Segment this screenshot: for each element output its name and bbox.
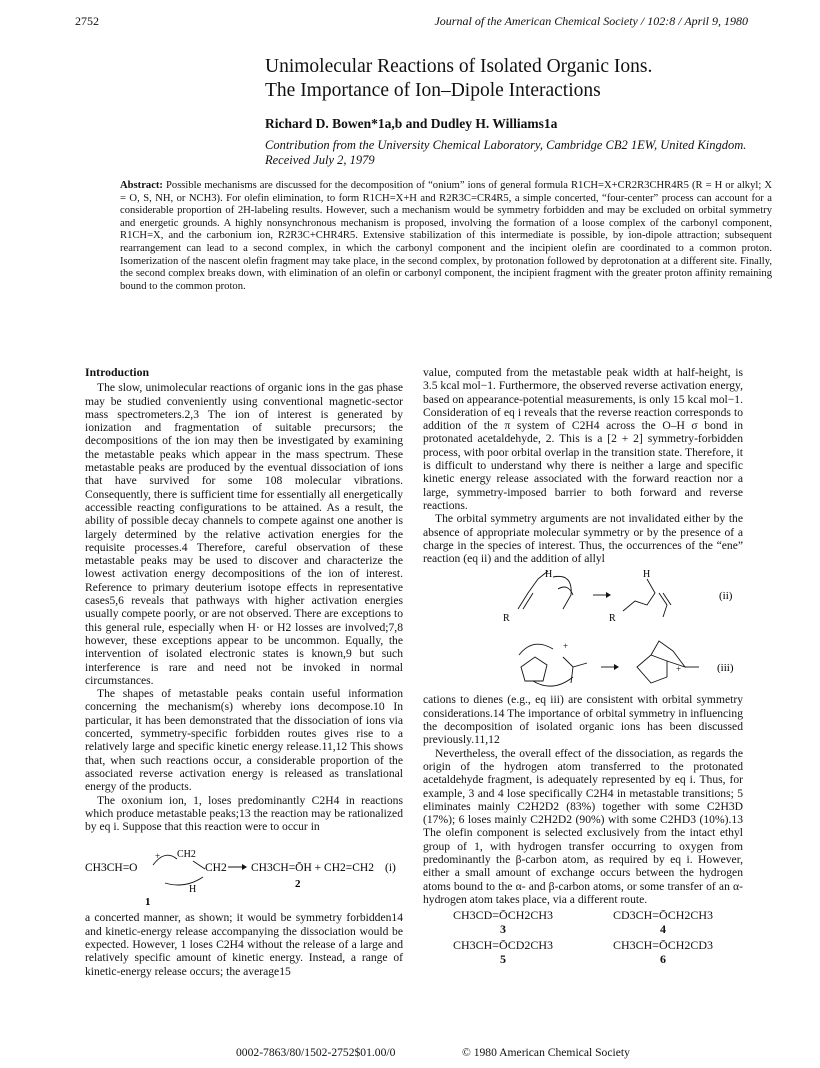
eq-i-arrowhead	[242, 864, 247, 870]
right-column	[423, 366, 743, 966]
title-line-1: Unimolecular Reactions of Isolated Organic Ions.	[265, 56, 653, 77]
eq-iii-plus-1: +	[563, 641, 569, 652]
compound-3: CH3CD=ŌCH2CH3 3	[452, 908, 554, 937]
eq-iii-plus-2: +	[676, 664, 682, 675]
eq-i-number: (i)	[385, 862, 396, 875]
journal-header: Journal of the American Chemical Society / 102:8 / April 9, 1980	[434, 14, 748, 28]
eq-i-label-2: 2	[295, 878, 301, 891]
compound-5: CH3CH=ŌCD2CH3 5	[452, 938, 554, 967]
compound-row-2	[423, 938, 743, 966]
eq-i-arrow-lower	[165, 877, 203, 885]
intro-paragraph-3: The oxonium ion, 1, loses predominantly C2H4 in reactions which produce metastable peaks;13 the reaction may be rationalized by eq i. Suppose that this reaction were to occur in	[85, 793, 403, 834]
abstract	[120, 180, 772, 293]
eq-i-plus: +	[155, 851, 161, 862]
compound-row-1	[423, 908, 743, 936]
eq-i-reactant: CH3CH=O	[85, 862, 138, 875]
intro-paragraph-4: a concerted manner, as shown; it would be symmetry forbidden14 and kinetic-energy release accompanying the dissociation would be expected. However, 1 loses C2H4 without the release of a large and relatively specific amount of kinetic energy. Instead, a range of kinetic-energy release occurs; the average15	[85, 911, 403, 978]
introduction-heading: Introduction	[85, 365, 150, 379]
equation-iii	[423, 627, 743, 693]
eq-i-h-label: H	[189, 884, 197, 896]
equation-i	[85, 837, 403, 909]
copyright: © 1980 American Chemical Society	[462, 1046, 630, 1059]
issn-code: 0002-7863/80/1502-2752$01.00/0	[236, 1046, 396, 1059]
compound-6: CH3CH=ŌCH2CD3 6	[612, 938, 714, 967]
abstract-label: Abstract:	[120, 180, 163, 191]
equation-ii-diagram	[423, 565, 743, 627]
equation-ii	[423, 565, 743, 627]
eq-ii-number: (ii)	[719, 590, 733, 603]
left-column	[85, 366, 403, 978]
authors: Richard D. Bowen*1a,b and Dudley H. Williams1a	[265, 116, 558, 131]
page-number: 2752	[75, 14, 99, 28]
article-title	[265, 55, 652, 103]
eq-i-bond	[193, 861, 205, 869]
right-paragraph-2: The orbital symmetry arguments are not invalidated either by the absence of appropriate molecular symmetry or by the presence of a charge in the species of interest. Thus, the occurrences of the “ene” reaction (eq ii) and the addition of allyl	[423, 512, 743, 566]
eq-ii-h2: H	[643, 569, 651, 581]
eq-i-products: CH3CH=ŌH + CH2=CH2	[251, 862, 374, 875]
eq-ii-r1: R	[503, 613, 510, 625]
right-paragraph-1: value, computed from the metastable peak width at half-height, is 3.5 kcal mol−1. Furthermore, the observed reverse activation energy, based on appearance-potential measurements, is only 15 kcal mol−1. Consideration of eq i reveals that the reverse reaction corresponds to addition of the π system of C2H4 across the O–H σ bond in protonated acetaldehyde, 2. This is a [2 + 2] symmetry-forbidden process, with poor orbital overlap in the transition state. Therefore, it is difficult to understand why there is neither a large and specific kinetic energy release associated with the forward reaction nor a large, symmetry-imposed barrier to both forward and reverse reactions.	[423, 366, 743, 512]
eq-ii-h1: H	[545, 569, 553, 581]
abstract-text: Possible mechanisms are discussed for the decomposition of “onium” ions of general formula R1CH=X+CR2R3CHR4R5 (R = H or alkyl; X = O, S, NH, or NCH3). For olefin elimination, to form R1CH=X+H and R2R3C=CR4R5, a simple concerted, “four-center” process can account for a considerable proportion of 2H-labeling results. However, such a mechanism would be symmetry forbidden and may be excluded on orbital symmetry and energetic grounds. A highly nonsynchronous mechanism is proposed, involving the formation of a loose complex of the carbonyl component, R1CH=X, and the carbonium ion, R2R3C+CHR4R5. Extensive stabilization of this intermediate is possible, by ion-dipole attraction; subsequent rearrangement can lead to a second complex, in which the carbonyl component and the incipient olefin are coordinated to a common proton. Isomerization of the nascent olefin fragment may take place, in the second complex, by protonation followed by deprotonation at a different site. Finally, the second complex breaks down, with elimination of an olefin or carbonyl component, the incipient fragment with the greater proton affinity remaining bound to the common proton.	[120, 180, 772, 292]
right-paragraph-4: Nevertheless, the overall effect of the dissociation, as regards the origin of the hydrogen atom transferred to the protonated acetaldehyde fragment, is adequately represented by eq i. Thus, for example, 3 and 4 lose specifically C2H4 in metastable transitions; 5 eliminates mainly C2H2D2 (83%) together with some C2H3D (17%); 6 loses mainly C2H2D2 (90%) with some C2HD3 (10%).13 The olefin component is selected exclusively from the intact ethyl group of 1, with hydrogen transfer occurring to oxygen from predominantly the β-carbon atom, as required by eq i. However, either a small amount of exchange occurs between the hydrogen atoms bound to the α- and β-carbon atoms, or some transfer of an α-hydrogen atom takes place, via a different route.	[423, 746, 743, 906]
compound-4: CD3CH=ŌCH2CH3 4	[612, 908, 714, 937]
affiliation: Contribution from the University Chemical Laboratory, Cambridge CB2 1EW, United Kingdom. Received July 2, 1979	[265, 138, 747, 167]
eq-iii-number: (iii)	[717, 662, 734, 675]
eq-ii-r2: R	[609, 613, 616, 625]
eq-i-ch2-right: CH2	[205, 862, 227, 875]
equation-iii-diagram	[423, 627, 743, 693]
eq-i-ch2-top: CH2	[177, 849, 196, 861]
right-paragraph-3: cations to dienes (e.g., eq iii) are consistent with orbital symmetry considerations.14 The importance of orbital symmetry in influencing the decomposition of isolated organic ions has been discussed previously.11,12	[423, 693, 743, 747]
intro-paragraph-1: The slow, unimolecular reactions of organic ions in the gas phase may be studied conveniently using conventional magnetic-sector mass spectrometers.2,3 The ion of interest is generated by ionization and fragmentation of suitable precursors; the decompositions of the ion may then be investigated by examining the metastable peaks which appear in the mass spectrum. These metastable peaks are produced by the eventual dissociation of ions that have survived for some 108 molecular vibrations. Consequently, there is sufficient time for essentially all energetically accessible reacting configurations to be attained. As a result, the ability of possible decay channels to compete against one another is largely determined by the relative activation energies for the requisite processes.4 Therefore, careful observation of these metastable peaks may be used to discover and characterize the lowest activation energy decompositions of the ion of interest. Reference to primary deuterium isotope effects in representative cases5,6 reveals that pathways with higher activation energies usually compete poorly, or are not observed. There are exceptions to this general rule, especially when H· or H2 losses are involved;7,8 however, these exceptions appear to be uncommon. Equally, the intervention of isolated electronic states is known,9 but such interference is rare and need not be invoked in normal circumstances.	[85, 381, 403, 687]
equation-i-diagram	[85, 837, 403, 909]
eq-i-label-1: 1	[145, 896, 151, 909]
intro-paragraph-2: The shapes of metastable peaks contain useful information concerning the mechanism(s) whereby ions decompose.10 In particular, it has been demonstrated that the dissociation of ions via concerted, symmetry-specific forbidden routes gives rise to a relatively large and specific kinetic energy release.11,12 This shows that, when such reactions occur, a considerable proportion of the associated reverse activation energy is released as translational energy of the products.	[85, 687, 403, 794]
title-line-2: The Importance of Ion–Dipole Interactions	[265, 80, 601, 101]
